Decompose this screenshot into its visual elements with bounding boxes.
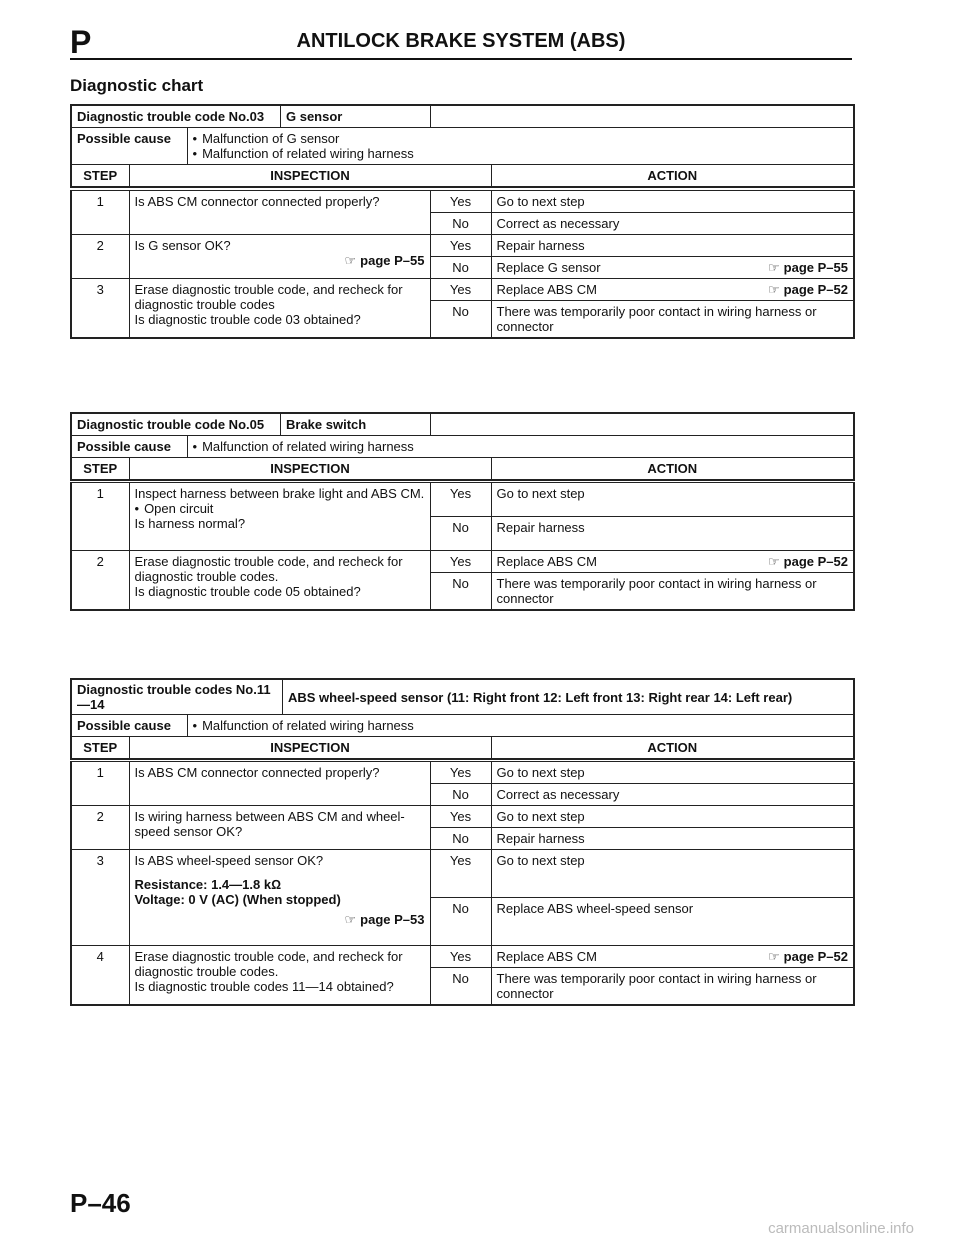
- no-action: There was temporarily poor contact in wiring harness or connector: [491, 968, 854, 1006]
- code-label: Diagnostic trouble code No.03: [72, 106, 281, 127]
- possible-cause-item: • Malfunction of G sensor: [193, 131, 849, 146]
- no-label: No: [430, 301, 491, 339]
- possible-cause-item: • Malfunction of related wiring harness: [193, 439, 849, 454]
- voltage-spec: Voltage: 0 V (AC) (When stopped): [134, 892, 341, 907]
- page-reference[interactable]: ☞ page P–52: [768, 949, 848, 964]
- section-letter: P: [70, 24, 92, 60]
- step-inspection: Erase diagnostic trouble code, and recheck for diagnostic trouble codes. Is diagnostic trouble codes 11—14 obtained?: [129, 946, 430, 1006]
- pointing-hand-icon: ☞: [768, 949, 780, 964]
- page-reference[interactable]: ☞ page P–53: [344, 912, 425, 927]
- table-row: [71, 762, 854, 784]
- page-reference[interactable]: ☞ page P–55: [344, 253, 425, 268]
- col-inspection: INSPECTION: [129, 165, 491, 188]
- step-inspection-question: Is harness normal?: [134, 516, 246, 531]
- step-inspection: Is ABS CM connector connected properly?: [129, 762, 430, 806]
- col-inspection: INSPECTION: [129, 737, 491, 760]
- yes-label: Yes: [430, 235, 491, 257]
- col-action: ACTION: [491, 737, 854, 760]
- header-rule: [70, 58, 852, 60]
- step-number: 1: [71, 762, 129, 806]
- step-number: 4: [71, 946, 129, 1006]
- table-row: [71, 806, 854, 828]
- page-reference[interactable]: ☞ page P–52: [768, 554, 848, 569]
- code-label: Diagnostic trouble code No.05: [72, 414, 281, 435]
- yes-label: Yes: [430, 806, 491, 828]
- yes-action: Go to next step: [491, 762, 854, 784]
- no-label: No: [430, 257, 491, 279]
- yes-action: Go to next step: [491, 850, 854, 898]
- table-row: [71, 483, 854, 517]
- table-row: [71, 551, 854, 573]
- step-number: 2: [71, 235, 129, 279]
- page-reference[interactable]: ☞ page P–52: [768, 282, 848, 297]
- yes-action-cell: [491, 551, 854, 573]
- pointing-hand-icon: ☞: [344, 253, 357, 268]
- step-number: 1: [71, 483, 129, 551]
- no-action: There was temporarily poor contact in wiring harness or connector: [491, 301, 854, 339]
- col-step: STEP: [71, 165, 129, 188]
- no-action: Repair harness: [491, 517, 854, 551]
- yes-action: Go to next step: [491, 191, 854, 213]
- no-action: Replace G sensor: [496, 260, 601, 275]
- no-action: Repair harness: [491, 828, 854, 850]
- no-action: There was temporarily poor contact in wiring harness or connector: [491, 573, 854, 611]
- yes-action: Go to next step: [491, 483, 854, 517]
- table-row: [71, 235, 854, 257]
- step-inspection-item: • Open circuit: [135, 501, 425, 516]
- code-name: G sensor: [286, 109, 343, 124]
- step-number: 2: [71, 551, 129, 611]
- code-name: ABS wheel-speed sensor (11: Right front 12: Left front 13: Right rear 14: Left rear): [288, 689, 793, 705]
- yes-action: Replace ABS CM: [496, 282, 597, 297]
- step-inspection-cell: [129, 850, 430, 946]
- possible-cause-label: Possible cause: [71, 715, 187, 737]
- step-inspection: Erase diagnostic trouble code, and recheck for diagnostic trouble codes. Is diagnostic trouble code 05 obtained?: [129, 551, 430, 611]
- no-label: No: [430, 213, 491, 235]
- no-label: No: [430, 517, 491, 551]
- step-inspection: Is ABS CM connector connected properly?: [129, 191, 430, 235]
- col-action: ACTION: [491, 165, 854, 188]
- no-label: No: [430, 968, 491, 1006]
- col-inspection: INSPECTION: [129, 458, 491, 481]
- diagnostic-table-05-steps: [70, 482, 855, 611]
- possible-cause-item: • Malfunction of related wiring harness: [193, 718, 849, 733]
- col-step: STEP: [71, 737, 129, 760]
- yes-action-cell: [491, 279, 854, 301]
- step-number: 3: [71, 279, 129, 339]
- possible-cause-list: [187, 715, 854, 737]
- diagnostic-table-11-14-steps: [70, 761, 855, 1006]
- page-number: P–46: [70, 1188, 131, 1218]
- yes-action-cell: [491, 946, 854, 968]
- yes-label: Yes: [430, 483, 491, 517]
- no-action: Correct as necessary: [491, 784, 854, 806]
- no-action: Correct as necessary: [491, 213, 854, 235]
- no-label: No: [430, 573, 491, 611]
- yes-label: Yes: [430, 279, 491, 301]
- pointing-hand-icon: ☞: [768, 260, 780, 275]
- possible-cause-list: [187, 128, 854, 165]
- diagnostic-table-03-steps: [70, 190, 855, 339]
- diagnostic-table-11-14: [70, 678, 855, 760]
- step-number: 3: [71, 850, 129, 946]
- step-inspection: Erase diagnostic trouble code, and recheck for diagnostic trouble codes Is diagnostic trouble code 03 obtained?: [129, 279, 430, 339]
- no-action: Replace ABS wheel-speed sensor: [491, 898, 854, 946]
- pointing-hand-icon: ☞: [768, 282, 780, 297]
- resistance-spec: Resistance: 1.4—1.8 kΩ: [134, 877, 282, 892]
- no-label: No: [430, 828, 491, 850]
- yes-label: Yes: [430, 762, 491, 784]
- no-label: No: [430, 898, 491, 946]
- possible-cause-list: [187, 436, 854, 458]
- table-row: [71, 191, 854, 213]
- yes-action: Replace ABS CM: [496, 949, 597, 964]
- yes-label: Yes: [430, 850, 491, 898]
- col-step: STEP: [71, 458, 129, 481]
- step-number: 2: [71, 806, 129, 850]
- step-inspection: Inspect harness between brake light and ABS CM.: [134, 486, 425, 501]
- page-title: ANTILOCK BRAKE SYSTEM (ABS): [296, 30, 626, 52]
- pointing-hand-icon: ☞: [768, 554, 780, 569]
- code-label: Diagnostic trouble codes No.11—14: [72, 680, 283, 714]
- col-action: ACTION: [491, 458, 854, 481]
- no-action-cell: [491, 257, 854, 279]
- code-name: Brake switch: [286, 417, 367, 432]
- table-row: [71, 946, 854, 968]
- section-title: Diagnostic chart: [70, 76, 204, 95]
- yes-action: Repair harness: [491, 235, 854, 257]
- pointing-hand-icon: ☞: [344, 912, 357, 927]
- diagnostic-table-05: [70, 412, 855, 481]
- table-row: [71, 279, 854, 301]
- watermark: carmanualsonline.info: [768, 1220, 914, 1237]
- diagnostic-table-03-body: [70, 104, 855, 188]
- possible-cause-item: • Malfunction of related wiring harness: [193, 146, 849, 161]
- step-inspection-cell: [129, 235, 430, 279]
- step-inspection: Is G sensor OK?: [134, 238, 231, 253]
- step-inspection-cell: [129, 483, 430, 551]
- yes-label: Yes: [430, 191, 491, 213]
- yes-action: Go to next step: [491, 806, 854, 828]
- possible-cause-label: Possible cause: [71, 436, 187, 458]
- page-reference[interactable]: ☞ page P–55: [768, 260, 848, 275]
- yes-label: Yes: [430, 946, 491, 968]
- possible-cause-label: Possible cause: [71, 128, 187, 165]
- step-inspection: Is wiring harness between ABS CM and wheel-speed sensor OK?: [129, 806, 430, 850]
- no-label: No: [430, 784, 491, 806]
- page-header: [70, 24, 852, 60]
- table-row: [71, 850, 854, 898]
- step-inspection: Is ABS wheel-speed sensor OK?: [134, 853, 324, 868]
- yes-label: Yes: [430, 551, 491, 573]
- yes-action: Replace ABS CM: [496, 554, 597, 569]
- step-number: 1: [71, 191, 129, 235]
